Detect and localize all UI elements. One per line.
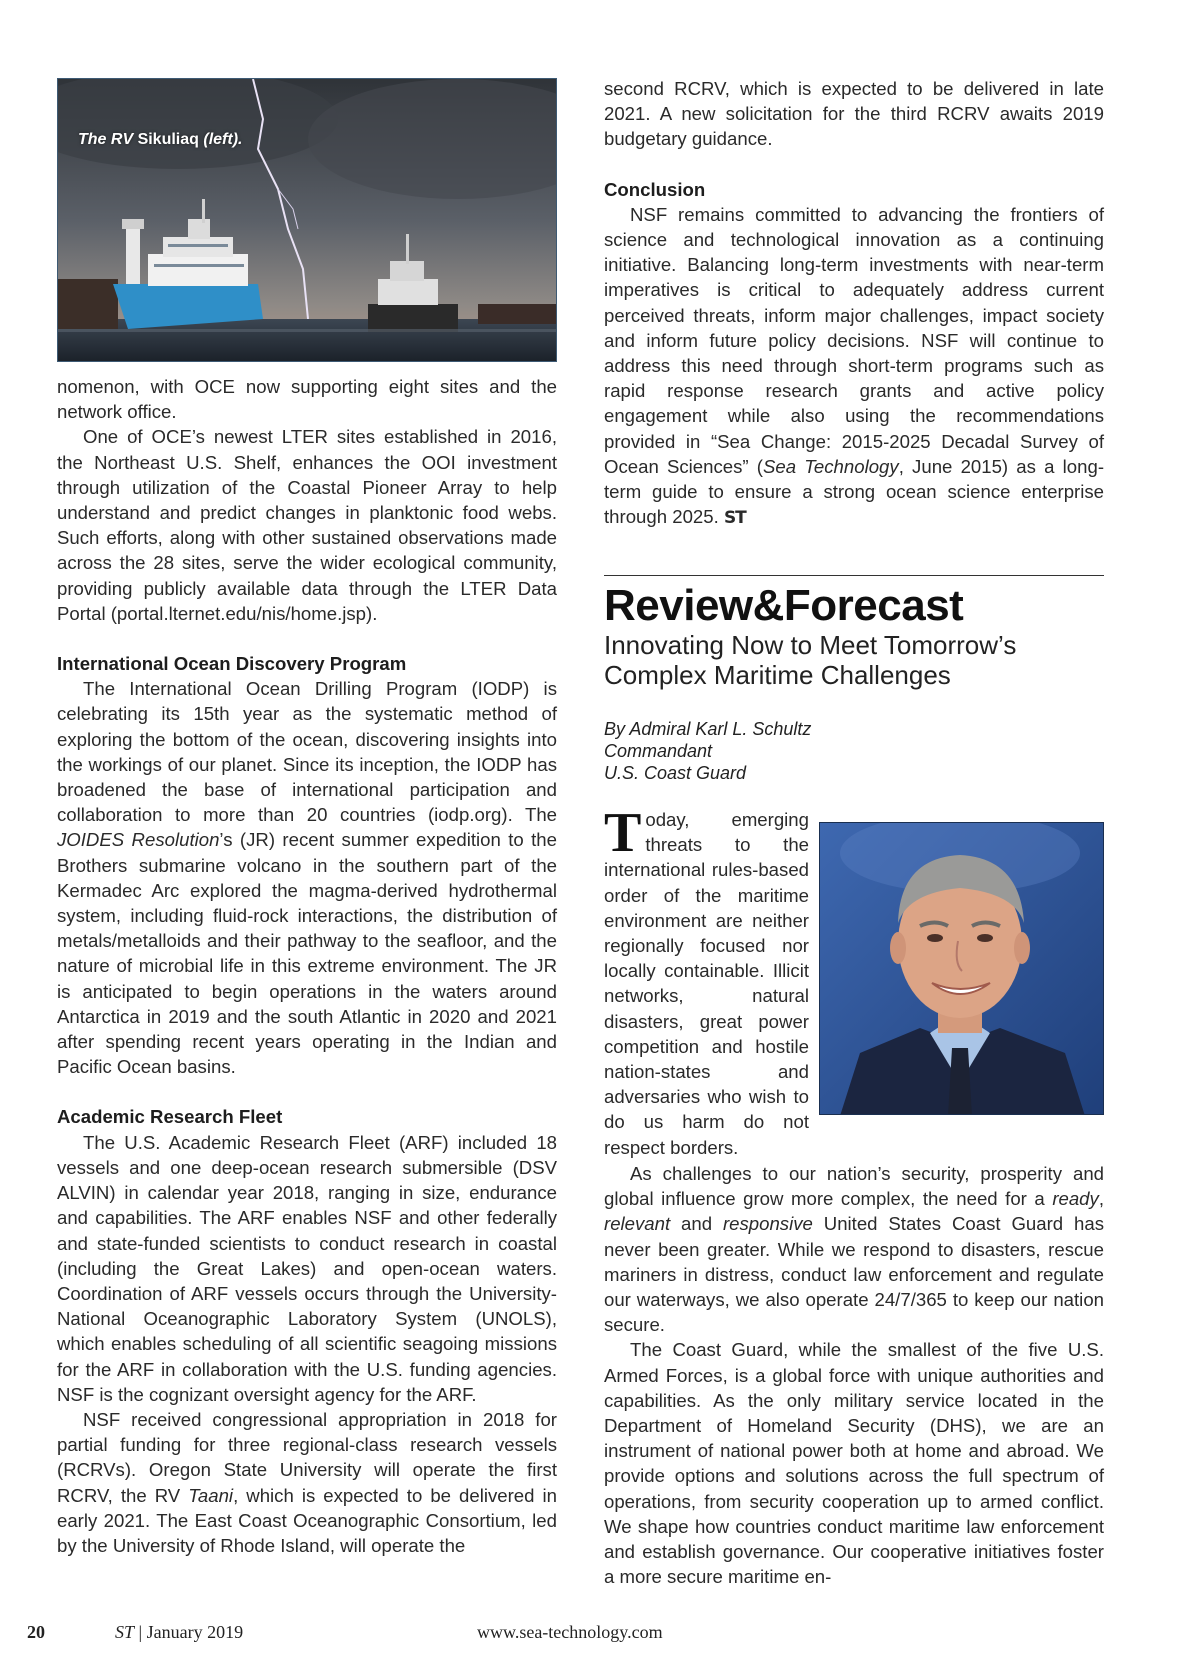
heading-conclusion: Conclusion [604,178,706,200]
right-column-bottom [604,1161,1104,1589]
byline-name: By Admiral Karl L. Schultz [604,719,812,739]
article-intro [604,802,809,1160]
paragraph-lter-northeast: One of OCE’s newest LTER sites established in 2016, the Northeast U.S. Shelf, enhances the OOI investment through utilization of the Coastal Pioneer Array to help understand and predict changes in planktonic food webs. Such efforts, along with other sustained observations made across the 28 sites, serve the wider ecological community, providing publicly available data through the LTER Data Portal (portal.lternet.edu/nis/home.jsp). [57,426,557,624]
paragraph-arf-2: NSF received congressional appropriation in 2018 for partial funding for three regional-class research vessels (RCRVs). Oregon State University will operate the first RCRV, the RV Taani, which is expected to be delivered in early 2021. The East Coast Oceanographic Consortium, led by the University of Rhode Island, will operate the [57,1408,557,1556]
publication-date: ST | January 2019 [115,1622,244,1642]
portrait-illustration [820,823,1104,1115]
heading-iodp: International Ocean Discovery Program [57,653,407,675]
paragraph-arf-1: The U.S. Academic Research Fleet (ARF) included 18 vessels and one deep-ocean research submersible (DSV ALVIN) in calendar year 2018, ranging in size, endurance and capabilities. The ARF enables NSF and other federally and state-funded scientists to conduct research in coastal (including the Great Lakes) and open-ocean waters. Coordination of ARF vessels occurs through the University-National Oceanographic Laboratory System (UNOLS), which enables scheduling of all scientific seagoing missions for the ARF in collaboration with the U.S. funding agencies. NSF is the cognizant oversight agency for the ARF. [57,1131,557,1405]
ship-photo-illustration [58,79,557,362]
left-column [57,374,557,1558]
section-divider [604,575,1104,576]
heading-arf: Academic Research Fleet [57,1106,283,1128]
byline-org: U.S. Coast Guard [604,763,747,783]
page-number: 20 [27,1622,45,1642]
paragraph-rcrv: second RCRV, which is expected to be delivered in late 2021. A new solicitation for the third RCRV awaits 2019 budgetary guidance. [604,78,1104,150]
drop-cap: T [604,802,642,864]
ship-photo [57,78,557,362]
paragraph-coast-guard: The Coast Guard, while the smallest of the five U.S. Armed Forces, is a global force with unique authorities and capabilities. As the only military service located in the Department of Homeland Security (DHS), we are an instrument of national power both at home and abroad. We provide options and solutions across the full spectrum of operations, from security cooperation up to armed conflict. We shape how countries conduct maritime law enforcement and establish governance. Our cooperative initiatives foster a more secure maritime en- [604,1339,1104,1588]
intro-text: oday, emerging threats to the international rules-based order of the maritime environment are neither regionally focused nor locally containable. Illicit networks, natural disasters, great power competition and hostile nation-states and adversaries who wish to do us harm do not respect borders. [604,809,809,1158]
photo-caption: The RV Sikuliaq (left). [78,131,243,148]
st-end-mark: ST [723,508,746,529]
paragraph-iodp: The International Ocean Drilling Program (IODP) is celebrating its 15th year as the systematic method of exploring the bottom of the ocean, discovering insights into the workings of our planet. Since its inception, the IODP has broadened the base of international participation and collaboration to more than 20 countries (iodp.org). The JOIDES Resolution’s (JR) recent summer expedition to the Brothers submarine volcano in the southern part of the Kermadec Arc explored the magma-derived hydrothermal system, including fluid-rock interactions, the distribution of metals/metalloids and their pathway to the seafloor, and the nature of microbial life in this extreme environment. The JR is anticipated to begin operations in the waters around Antarctica in 2019 and the south Atlantic in 2020 and 2021 after spending recent years operating in the Indian and Pacific Ocean basins. [57,678,557,1078]
paragraph-lter-continued: nomenon, with OCE now supporting eight sites and the network office. [57,376,557,423]
article-subtitle: Innovating Now to Meet Tomorrow’s Complex Maritime Challenges [604,630,1017,690]
article-byline [604,718,1104,784]
right-column-top [604,76,1104,531]
footer-url[interactable]: www.sea-technology.com [477,1622,663,1642]
paragraph-challenges: As challenges to our nation’s security, prosperity and global influence grow more complex, the need for a ready, relevant and responsive United States Coast Guard has never been greater. While we respond to disasters, rescue mariners in distress, conduct law enforcement and regulate our waterways, we also operate 24/7/365 to keep our nation secure. [604,1163,1104,1336]
section-title: Review&Forecast [604,581,964,630]
byline-title: Commandant [604,741,713,761]
author-portrait [819,822,1104,1115]
paragraph-conclusion: NSF remains committed to advancing the frontiers of science and technological innovation as a continuing initiative. Balancing long-term investments with near-term imperatives is critical to adequately address current perceived threats, inform major challenges, impact society and inform future policy decisions. NSF will continue to address this need through short-term programs such as rapid response research grants and active policy engagement while also using the recommendations provided in “Sea Change: 2015-2025 Decadal Survey of Ocean Sciences” (Sea Technology, June 2015) as a long-term guide to ensure a strong ocean science enterprise through 2025. ST [604,203,1105,529]
page-footer [27,1622,1177,1648]
